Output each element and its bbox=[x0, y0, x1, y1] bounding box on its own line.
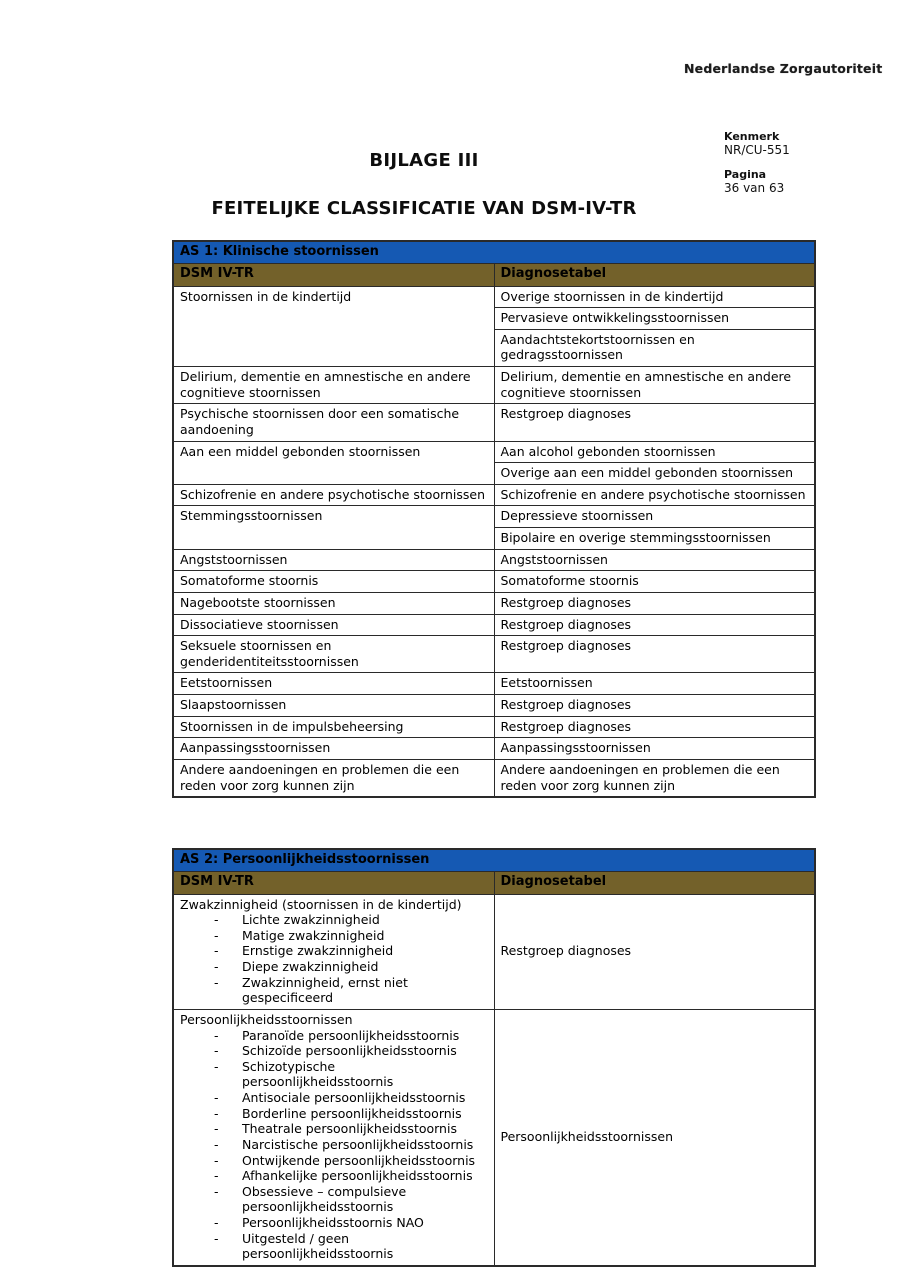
dsm-list-item-text: Paranoïde persoonlijkheidsstoornis bbox=[242, 1027, 460, 1043]
dsm-list-item-text: Borderline persoonlijkheidsstoornis bbox=[242, 1105, 462, 1121]
dsm-cell-text: Aanpassingsstoornissen bbox=[180, 740, 331, 756]
dash-bullet: - bbox=[214, 1058, 219, 1074]
diagnose-cell: Restgroep diagnoses bbox=[494, 716, 815, 738]
table-title-bar: AS 1: Klinische stoornissen bbox=[173, 241, 815, 264]
column-header-dsm: DSM IV-TR bbox=[173, 264, 494, 286]
dsm-cell-text: Persoonlijkheidsstoornissen bbox=[180, 1011, 353, 1027]
table-row bbox=[173, 636, 815, 673]
dsm-list-item bbox=[180, 1168, 488, 1184]
diagnose-cell: Aandachtstekortstoornissen en gedragsstoornissen bbox=[494, 329, 815, 366]
table-row bbox=[173, 592, 815, 614]
table-row bbox=[173, 759, 815, 797]
dsm-cell-text: Angststoornissen bbox=[180, 551, 288, 567]
dsm-list-item bbox=[180, 1106, 488, 1122]
dsm-list-item-text: Diepe zwakzinnigheid bbox=[242, 959, 379, 974]
dash-bullet: - bbox=[214, 1090, 219, 1105]
diagnose-cell: Aanpassingsstoornissen bbox=[494, 738, 815, 760]
diagnose-cell: Restgroep diagnoses bbox=[494, 404, 815, 441]
dsm-list-item bbox=[180, 1043, 488, 1059]
dsm-list-item bbox=[180, 1231, 488, 1262]
dsm-list-item bbox=[180, 959, 488, 975]
dsm-cell bbox=[173, 894, 494, 1009]
dash-bullet: - bbox=[214, 1136, 219, 1152]
table-title-bar: AS 2: Persoonlijkheidsstoornissen bbox=[173, 849, 815, 872]
diagnose-cell: Pervasieve ontwikkelingsstoornissen bbox=[494, 308, 815, 330]
page-subtitle: FEITELIJKE CLASSIFICATIE VAN DSM-IV-TR bbox=[211, 198, 637, 219]
dash-bullet: - bbox=[214, 943, 219, 959]
diagnose-cell: Andere aandoeningen en problemen die een reden voor zorg kunnen zijn bbox=[494, 759, 815, 797]
dsm-cell bbox=[173, 367, 494, 404]
dsm-cell-text: Aan een middel gebonden stoornissen bbox=[180, 443, 421, 459]
dsm-list-item-text: Lichte zwakzinnigheid bbox=[242, 912, 380, 928]
diagnose-cell: Overige aan een middel gebonden stoornissen bbox=[494, 463, 815, 485]
dsm-list-item bbox=[180, 912, 488, 928]
dash-bullet: - bbox=[214, 1230, 219, 1246]
dsm-list-item bbox=[180, 1184, 488, 1215]
dsm-list-item-text: Antisociale persoonlijkheidsstoornis bbox=[242, 1090, 466, 1105]
dash-bullet: - bbox=[214, 1121, 219, 1137]
dsm-cell bbox=[173, 673, 494, 695]
table-row bbox=[173, 673, 815, 695]
dsm-cell-text: Delirium, dementie en amnestische en andere cognitieve stoornissen bbox=[180, 369, 471, 400]
nza-logo: Nederlandse Zorgautoriteit bbox=[684, 61, 883, 76]
dsm-cell-text: Stoornissen in de impulsbeheersing bbox=[180, 718, 404, 734]
kenmerk-value: NR/CU-551 bbox=[724, 143, 790, 158]
column-header-diagnosetabel: Diagnosetabel bbox=[494, 872, 815, 894]
dsm-list-item-text: Persoonlijkheidsstoornis NAO bbox=[242, 1215, 424, 1230]
table-row bbox=[173, 549, 815, 571]
table-row bbox=[173, 894, 815, 1009]
dsm-list-item bbox=[180, 1059, 488, 1090]
dash-bullet: - bbox=[214, 1027, 219, 1043]
diagnose-cell: Eetstoornissen bbox=[494, 673, 815, 695]
dsm-list-item-text: Schizoïde persoonlijkheidsstoornis bbox=[242, 1043, 457, 1059]
dsm-list-item-text: Theatrale persoonlijkheidsstoornis bbox=[242, 1121, 457, 1137]
table-as1-container bbox=[172, 240, 816, 798]
diagnose-cell: Restgroep diagnoses bbox=[494, 636, 815, 673]
dsm-list-item-text: Ernstige zwakzinnigheid bbox=[242, 943, 394, 959]
pagina-label: Pagina bbox=[724, 167, 767, 181]
dsm-list-item bbox=[180, 1121, 488, 1137]
dsm-cell bbox=[173, 286, 494, 367]
diagnose-cell: Aan alcohol gebonden stoornissen bbox=[494, 441, 815, 463]
dsm-list-item-text: Uitgesteld / geen persoonlijkheidsstoornis bbox=[242, 1230, 394, 1262]
dsm-list-item-text: Ontwijkende persoonlijkheidsstoornis bbox=[242, 1152, 476, 1168]
table-row bbox=[173, 484, 815, 506]
dsm-cell bbox=[173, 716, 494, 738]
title-block bbox=[0, 150, 848, 219]
dsm-cell bbox=[173, 404, 494, 441]
diagnose-cell: Delirium, dementie en amnestische en andere cognitieve stoornissen bbox=[494, 367, 815, 404]
dsm-cell-text: Somatoforme stoornis bbox=[180, 573, 319, 589]
diagnose-cell: Overige stoornissen in de kindertijd bbox=[494, 286, 815, 308]
table-row bbox=[173, 738, 815, 760]
diagnose-cell: Restgroep diagnoses bbox=[494, 695, 815, 717]
dash-bullet: - bbox=[214, 1152, 219, 1168]
dsm-cell-text: Slaapstoornissen bbox=[180, 697, 287, 712]
dsm-cell bbox=[173, 759, 494, 797]
dsm-cell-text: Eetstoornissen bbox=[180, 675, 273, 691]
dsm-cell-text: Nagebootste stoornissen bbox=[180, 594, 336, 610]
dsm-cell bbox=[173, 695, 494, 717]
diagnose-cell: Persoonlijkheidsstoornissen bbox=[494, 1009, 815, 1266]
table-row bbox=[173, 614, 815, 636]
diagnose-cell: Somatoforme stoornis bbox=[494, 571, 815, 593]
dash-bullet: - bbox=[214, 927, 219, 943]
dsm-cell-text: Andere aandoeningen en problemen die een reden voor zorg kunnen zijn bbox=[180, 761, 460, 793]
table-row bbox=[173, 571, 815, 593]
table-as2-container bbox=[172, 848, 816, 1267]
dsm-cell bbox=[173, 441, 494, 484]
table-row bbox=[173, 404, 815, 441]
dsm-cell bbox=[173, 592, 494, 614]
table-row bbox=[173, 716, 815, 738]
dash-bullet: - bbox=[214, 1215, 219, 1230]
dsm-cell-text: Seksuele stoornissen en genderidentiteitsstoornissen bbox=[180, 638, 359, 669]
dsm-cell-text: Stoornissen in de kindertijd bbox=[180, 288, 352, 304]
dsm-cell bbox=[173, 484, 494, 506]
table-row bbox=[173, 367, 815, 404]
table-row bbox=[173, 506, 815, 528]
dsm-cell-text: Dissociatieve stoornissen bbox=[180, 616, 339, 632]
dsm-cell bbox=[173, 1009, 494, 1266]
dash-bullet: - bbox=[214, 912, 219, 928]
diagnose-cell: Angststoornissen bbox=[494, 549, 815, 571]
dash-bullet: - bbox=[214, 974, 219, 990]
dsm-list-item bbox=[180, 928, 488, 944]
dsm-list-item bbox=[180, 1215, 488, 1231]
kenmerk-label: Kenmerk bbox=[724, 130, 780, 143]
dsm-cell bbox=[173, 506, 494, 549]
classification-table bbox=[172, 848, 816, 1267]
page-title: BIJLAGE III bbox=[369, 150, 479, 171]
dsm-cell-text: Stemmingsstoornissen bbox=[180, 508, 323, 524]
dsm-cell bbox=[173, 636, 494, 673]
dsm-list-item-text: Schizotypische persoonlijkheidsstoornis bbox=[242, 1058, 394, 1090]
diagnose-cell: Restgroep diagnoses bbox=[494, 614, 815, 636]
diagnose-cell: Depressieve stoornissen bbox=[494, 506, 815, 528]
diagnose-cell: Bipolaire en overige stemmingsstoornissen bbox=[494, 528, 815, 550]
dsm-list-item-text: Narcistische persoonlijkheidsstoornis bbox=[242, 1136, 474, 1152]
pagina-value: 36 van 63 bbox=[724, 180, 785, 195]
dash-bullet: - bbox=[214, 959, 219, 974]
dsm-list-item bbox=[180, 1153, 488, 1169]
table-row bbox=[173, 695, 815, 717]
dsm-list-item bbox=[180, 1028, 488, 1044]
column-header-dsm: DSM IV-TR bbox=[173, 872, 494, 894]
dash-bullet: - bbox=[214, 1168, 219, 1184]
dsm-list-item-text: Matige zwakzinnigheid bbox=[242, 927, 385, 943]
dsm-list-item-text: Zwakzinnigheid, ernst niet gespecificeerd bbox=[242, 974, 408, 1006]
table-row bbox=[173, 286, 815, 308]
dash-bullet: - bbox=[214, 1183, 219, 1199]
diagnose-cell: Schizofrenie en andere psychotische stoornissen bbox=[494, 484, 815, 506]
dsm-list-item-text: Afhankelijke persoonlijkheidsstoornis bbox=[242, 1168, 473, 1184]
dsm-list-item-text: Obsessieve – compulsieve persoonlijkheidsstoornis bbox=[242, 1183, 407, 1215]
table-row bbox=[173, 441, 815, 463]
dsm-list-item bbox=[180, 1090, 488, 1106]
dsm-cell bbox=[173, 738, 494, 760]
dash-bullet: - bbox=[214, 1043, 219, 1059]
dsm-cell bbox=[173, 549, 494, 571]
classification-table bbox=[172, 240, 816, 798]
dsm-cell-text: Schizofrenie en andere psychotische stoornissen bbox=[180, 486, 486, 502]
column-header-diagnosetabel: Diagnosetabel bbox=[494, 264, 815, 286]
dsm-list-item bbox=[180, 1137, 488, 1153]
dash-bullet: - bbox=[214, 1105, 219, 1121]
diagnose-cell: Restgroep diagnoses bbox=[494, 894, 815, 1009]
dsm-list-item bbox=[180, 943, 488, 959]
dsm-list-item bbox=[180, 975, 488, 1006]
dsm-cell-text: Zwakzinnigheid (stoornissen in de kindertijd) bbox=[180, 896, 462, 912]
table-row bbox=[173, 1009, 815, 1266]
diagnose-cell: Restgroep diagnoses bbox=[494, 592, 815, 614]
dsm-cell bbox=[173, 571, 494, 593]
dsm-cell-text: Psychische stoornissen door een somatische aandoening bbox=[180, 406, 460, 437]
dsm-cell bbox=[173, 614, 494, 636]
